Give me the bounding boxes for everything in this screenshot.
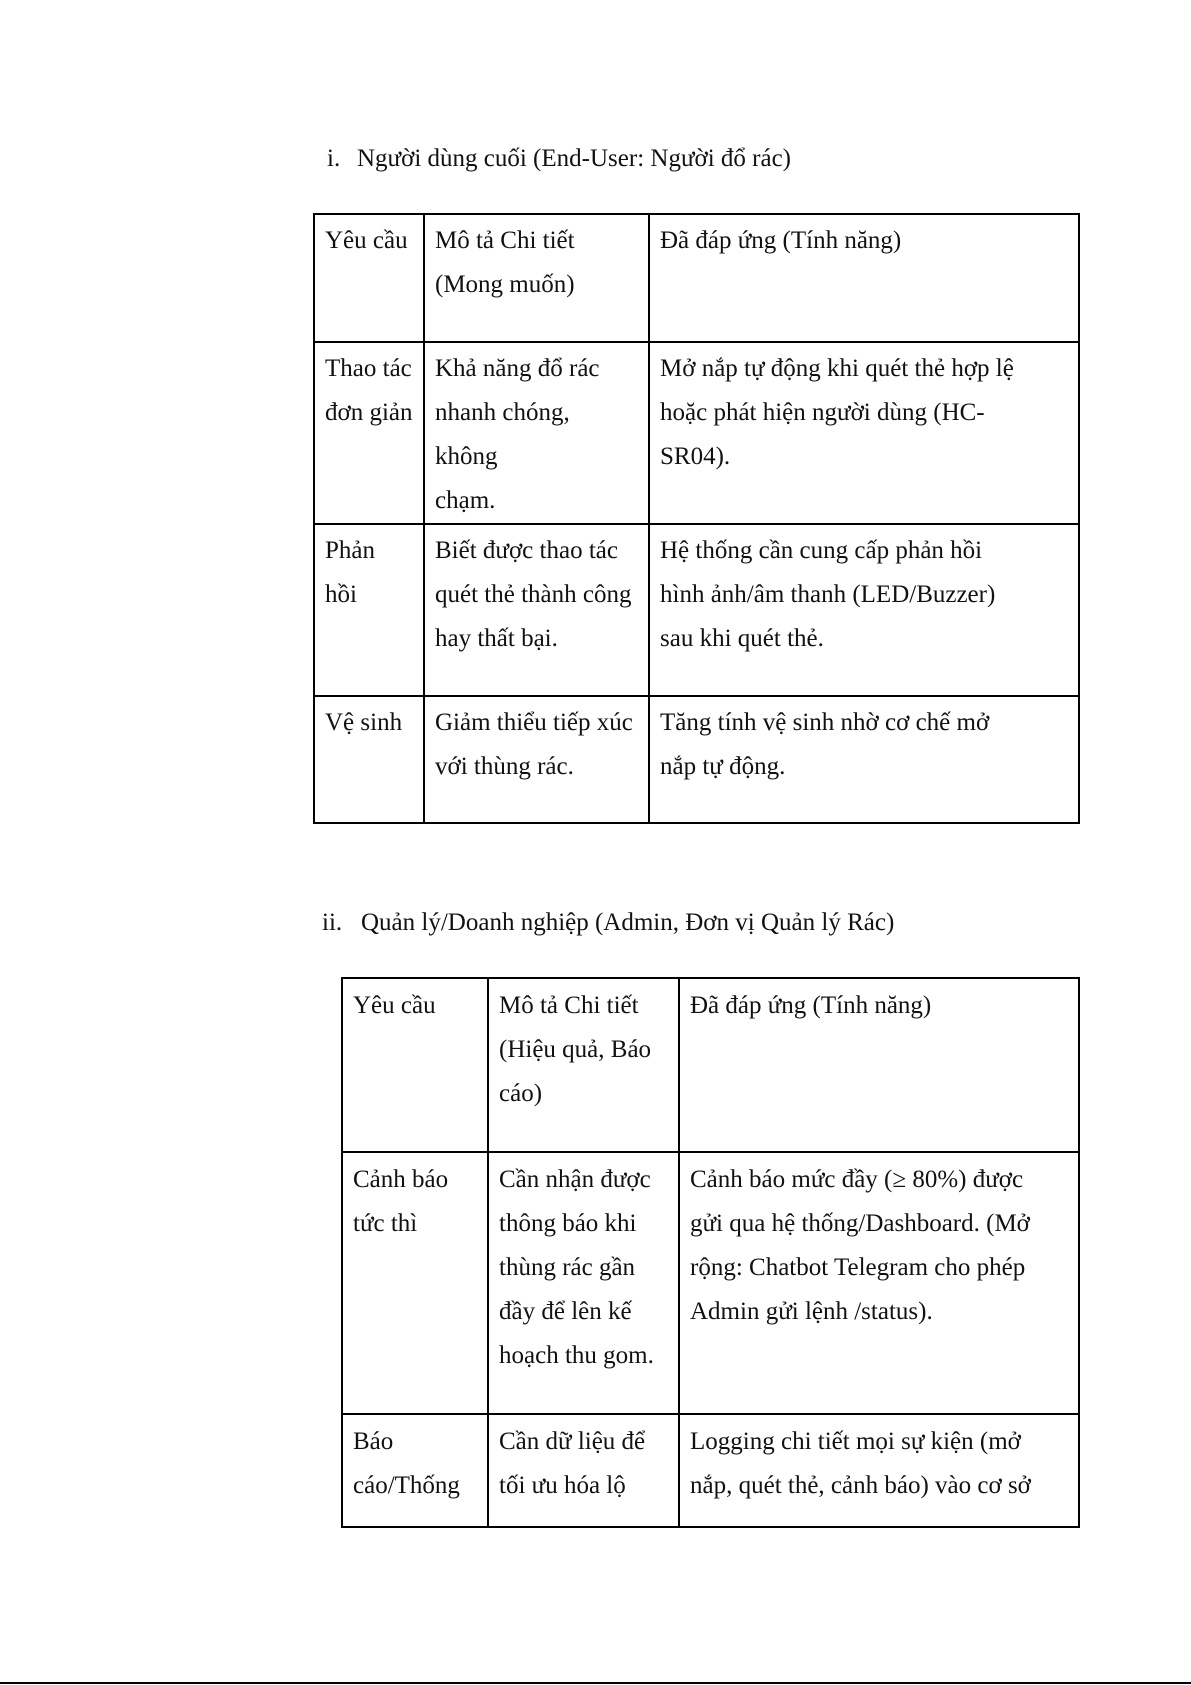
table-cell: Hệ thống cần cung cấp phản hồi hình ảnh/âm thanh (LED/Buzzer) sau khi quét thẻ. (649, 524, 1079, 696)
section-heading-end-user (327, 144, 791, 174)
table-cell: Vệ sinh (314, 696, 424, 823)
table-row (314, 342, 1079, 524)
table-row (314, 696, 1079, 823)
table-cell: Cảnh báo tức thì (342, 1152, 488, 1414)
section-number: ii. (322, 909, 343, 936)
header-cell: Yêu cầu (342, 978, 488, 1152)
header-cell: Mô tả Chi tiết (Hiệu quả, Báo cáo) (488, 978, 679, 1152)
table-cell: Cảnh báo mức đầy (≥ 80%) được gửi qua hệ thống/Dashboard. (Mở rộng: Chatbot Telegram cho phép Admin gửi lệnh /status). (679, 1152, 1079, 1414)
admin-requirements-table (341, 977, 1080, 1528)
table-cell: Biết được thao tác quét thẻ thành công hay thất bại. (424, 524, 649, 696)
header-cell: Mô tả Chi tiết (Mong muốn) (424, 214, 649, 342)
header-cell: Đã đáp ứng (Tính năng) (679, 978, 1079, 1152)
table-cell: Logging chi tiết mọi sự kiện (mở nắp, quét thẻ, cảnh báo) vào cơ sở (679, 1414, 1079, 1527)
table-cell: Khả năng đổ rác nhanh chóng, không chạm. (424, 342, 649, 524)
table-cell: Mở nắp tự động khi quét thẻ hợp lệ hoặc phát hiện người dùng (HC- SR04). (649, 342, 1079, 524)
section-title: Quản lý/Doanh nghiệp (Admin, Đơn vị Quản lý Rác) (361, 909, 895, 936)
section-number: i. (327, 145, 341, 172)
header-cell: Đã đáp ứng (Tính năng) (649, 214, 1079, 342)
table-cell: Tăng tính vệ sinh nhờ cơ chế mở nắp tự động. (649, 696, 1079, 823)
table-cell: Báo cáo/Thống (342, 1414, 488, 1527)
table-row (314, 524, 1079, 696)
table-header-row (314, 214, 1079, 342)
end-user-requirements-table (313, 213, 1080, 824)
table-cell: Thao tác đơn giản (314, 342, 424, 524)
section-heading-admin (322, 908, 894, 938)
table-cell: Giảm thiểu tiếp xúc với thùng rác. (424, 696, 649, 823)
section-title: Người dùng cuối (End-User: Người đổ rác) (357, 145, 791, 172)
table-row (342, 1152, 1079, 1414)
page-bottom-rule (0, 1682, 1191, 1684)
table-cell: Phản hồi (314, 524, 424, 696)
table-cell: Cần nhận được thông báo khi thùng rác gần đầy để lên kế hoạch thu gom. (488, 1152, 679, 1414)
header-cell: Yêu cầu (314, 214, 424, 342)
table-cell: Cần dữ liệu để tối ưu hóa lộ (488, 1414, 679, 1527)
table-header-row (342, 978, 1079, 1152)
table-row (342, 1414, 1079, 1527)
